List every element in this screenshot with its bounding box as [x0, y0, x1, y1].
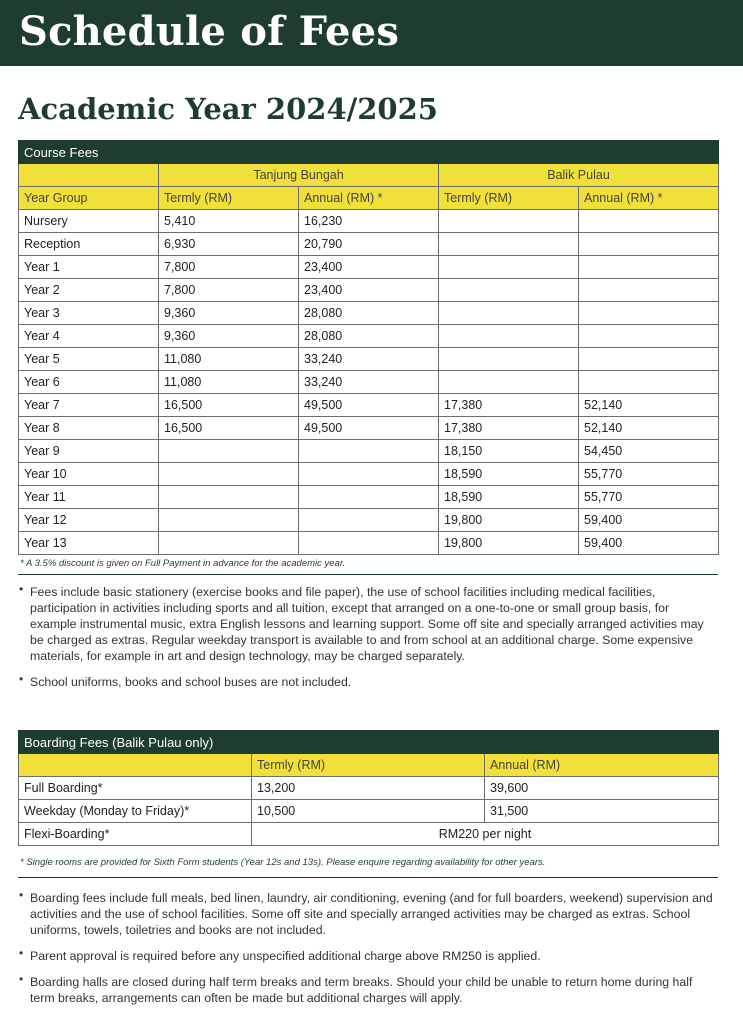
annual-tb-cell: 23,400: [299, 256, 439, 279]
campus-balik-pulau: Balik Pulau: [439, 164, 719, 187]
termly-bp-cell: 17,380: [439, 417, 579, 440]
boarding-fees-title-row: [19, 731, 719, 754]
annual-tb-cell: [299, 509, 439, 532]
annual-bp-cell: 55,770: [579, 486, 719, 509]
annual-bp-cell: 55,770: [579, 463, 719, 486]
termly-tb-cell: [159, 532, 299, 555]
boarding-header-row: [19, 754, 719, 777]
termly-tb-cell: 7,800: [159, 256, 299, 279]
note-text: Fees include basic stationery (exercise books and file paper), the use of school facilities including medical facilities, participation in activities including sports and all tuition, except that arranged on a one-to-one or small group basis, for example instrumental music, extra English lessons and learning support. Some off site and specially arranged activities may be charged as extras. Regular weekday transport is available to and from school at an additional charge. Some expensive materials, for example in art and design technology, may be charged separately.: [30, 585, 704, 663]
annual-bp-cell: 52,140: [579, 394, 719, 417]
note-text: Boarding halls are closed during half term breaks and term breaks. Should your child be unable to return home during half term breaks, arrangements can often be made but additional charges will apply.: [30, 975, 693, 1005]
campus-tanjung-bungah: Tanjung Bungah: [159, 164, 439, 187]
annual-bp-cell: 54,450: [579, 440, 719, 463]
table-row: [19, 210, 719, 233]
flexi-boarding-label: Flexi-Boarding*: [19, 823, 252, 846]
year-group-cell: Year 3: [19, 302, 159, 325]
table-row: [19, 486, 719, 509]
annual-tb-cell: 28,080: [299, 325, 439, 348]
boarding-fees-table: [18, 730, 719, 846]
boarding-annual-cell: 31,500: [485, 800, 719, 823]
annual-bp-cell: [579, 371, 719, 394]
termly-tb-cell: [159, 440, 299, 463]
column-header-row: [19, 187, 719, 210]
annual-tb-cell: [299, 532, 439, 555]
annual-tb-cell: [299, 463, 439, 486]
academic-year-title: Academic Year 2024/2025: [18, 92, 438, 126]
annual-bp-cell: [579, 348, 719, 371]
annual-tb-cell: 16,230: [299, 210, 439, 233]
annual-bp-cell: [579, 233, 719, 256]
year-group-cell: Reception: [19, 233, 159, 256]
year-group-cell: Year 8: [19, 417, 159, 440]
annual-bp-cell: 59,400: [579, 532, 719, 555]
annual-tb-cell: 23,400: [299, 279, 439, 302]
table-row: [19, 302, 719, 325]
annual-bp-cell: [579, 325, 719, 348]
annual-tb-cell: 28,080: [299, 302, 439, 325]
boarding-header-empty: [19, 754, 252, 777]
boarding-annual-cell: 39,600: [485, 777, 719, 800]
termly-tb-cell: 16,500: [159, 394, 299, 417]
termly-bp-cell: 17,380: [439, 394, 579, 417]
note-item: [18, 974, 718, 1006]
course-fees-divider: [18, 574, 718, 575]
page-title: Schedule of Fees: [19, 8, 400, 55]
table-row: [19, 371, 719, 394]
boarding-fees-notes: [18, 890, 718, 1016]
table-row: [19, 256, 719, 279]
annual-bp-cell: 52,140: [579, 417, 719, 440]
year-group-cell: Year 13: [19, 532, 159, 555]
note-text: Boarding fees include full meals, bed linen, laundry, air conditioning, evening (and for full boarders, weekend) supervision and activities and the use of school facilities. Some off site and specially arranged activities may be charged as extras. School uniforms, towels, toiletries and books are not included.: [30, 891, 713, 937]
termly-bp-cell: [439, 325, 579, 348]
boarding-fees-body: [19, 777, 719, 823]
table-row: [19, 777, 719, 800]
note-text: Parent approval is required before any unspecified additional charge above RM250 is applied.: [30, 949, 541, 963]
table-row: [19, 800, 719, 823]
header-banner: [0, 0, 743, 66]
year-group-cell: Year 12: [19, 509, 159, 532]
termly-bp-cell: [439, 279, 579, 302]
col-termly-tb: Termly (RM): [159, 187, 299, 210]
year-group-cell: Year 11: [19, 486, 159, 509]
annual-tb-cell: 33,240: [299, 348, 439, 371]
table-row: [19, 233, 719, 256]
boarding-fees-divider: [18, 877, 718, 878]
boarding-col-termly: Termly (RM): [252, 754, 485, 777]
bullet-icon: •: [19, 946, 24, 960]
table-row: [19, 532, 719, 555]
note-item: [18, 890, 718, 938]
termly-tb-cell: 7,800: [159, 279, 299, 302]
bullet-icon: •: [19, 972, 24, 986]
course-fees-table: [18, 140, 719, 555]
annual-bp-cell: [579, 256, 719, 279]
termly-bp-cell: [439, 210, 579, 233]
termly-tb-cell: [159, 463, 299, 486]
course-fees-footnote: * A 3.5% discount is given on Full Payment in advance for the academic year.: [20, 558, 346, 569]
termly-bp-cell: 19,800: [439, 532, 579, 555]
col-year-group: Year Group: [19, 187, 159, 210]
boarding-termly-cell: 10,500: [252, 800, 485, 823]
annual-bp-cell: [579, 302, 719, 325]
boarding-termly-cell: 13,200: [252, 777, 485, 800]
note-item: [18, 674, 718, 690]
boarding-col-annual: Annual (RM): [485, 754, 719, 777]
termly-tb-cell: 5,410: [159, 210, 299, 233]
col-termly-bp: Termly (RM): [439, 187, 579, 210]
termly-bp-cell: 19,800: [439, 509, 579, 532]
annual-tb-cell: 49,500: [299, 394, 439, 417]
annual-bp-cell: [579, 279, 719, 302]
table-row: [19, 440, 719, 463]
termly-bp-cell: [439, 348, 579, 371]
termly-bp-cell: 18,590: [439, 463, 579, 486]
boarding-type-cell: Full Boarding*: [19, 777, 252, 800]
year-group-cell: Year 2: [19, 279, 159, 302]
termly-tb-cell: 16,500: [159, 417, 299, 440]
termly-tb-cell: 11,080: [159, 371, 299, 394]
annual-tb-cell: 20,790: [299, 233, 439, 256]
termly-tb-cell: 6,930: [159, 233, 299, 256]
annual-tb-cell: 33,240: [299, 371, 439, 394]
termly-tb-cell: [159, 509, 299, 532]
col-annual-tb: Annual (RM) *: [299, 187, 439, 210]
termly-bp-cell: 18,150: [439, 440, 579, 463]
campus-header-empty: [19, 164, 159, 187]
year-group-cell: Year 5: [19, 348, 159, 371]
annual-tb-cell: [299, 440, 439, 463]
course-fees-body: [19, 210, 719, 555]
termly-bp-cell: 18,590: [439, 486, 579, 509]
flexi-boarding-value: RM220 per night: [252, 823, 719, 846]
year-group-cell: Year 4: [19, 325, 159, 348]
course-fees-title-row: [19, 141, 719, 164]
bullet-icon: •: [19, 582, 24, 596]
boarding-type-cell: Weekday (Monday to Friday)*: [19, 800, 252, 823]
table-row: [19, 509, 719, 532]
year-group-cell: Year 1: [19, 256, 159, 279]
table-row: [19, 394, 719, 417]
table-row: [19, 325, 719, 348]
year-group-cell: Nursery: [19, 210, 159, 233]
annual-tb-cell: 49,500: [299, 417, 439, 440]
termly-bp-cell: [439, 302, 579, 325]
boarding-fees-footnote: * Single rooms are provided for Sixth Form students (Year 12s and 13s). Please enquire regarding availability for other years.: [20, 857, 546, 868]
annual-bp-cell: 59,400: [579, 509, 719, 532]
bullet-icon: •: [19, 888, 24, 902]
table-row: [19, 417, 719, 440]
termly-tb-cell: [159, 486, 299, 509]
course-fees-notes: [18, 584, 718, 700]
termly-bp-cell: [439, 233, 579, 256]
termly-tb-cell: 9,360: [159, 302, 299, 325]
note-item: [18, 948, 718, 964]
col-annual-bp: Annual (RM) *: [579, 187, 719, 210]
year-group-cell: Year 10: [19, 463, 159, 486]
annual-bp-cell: [579, 210, 719, 233]
annual-tb-cell: [299, 486, 439, 509]
year-group-cell: Year 7: [19, 394, 159, 417]
termly-tb-cell: 11,080: [159, 348, 299, 371]
year-group-cell: Year 6: [19, 371, 159, 394]
termly-bp-cell: [439, 371, 579, 394]
termly-tb-cell: 9,360: [159, 325, 299, 348]
note-text: School uniforms, books and school buses are not included.: [30, 675, 352, 689]
boarding-fees-title: Boarding Fees (Balik Pulau only): [19, 731, 719, 754]
termly-bp-cell: [439, 256, 579, 279]
campus-header-row: [19, 164, 719, 187]
table-row: [19, 348, 719, 371]
note-item: [18, 584, 718, 664]
table-row: [19, 279, 719, 302]
year-group-cell: Year 9: [19, 440, 159, 463]
course-fees-title: Course Fees: [19, 141, 719, 164]
flexi-boarding-row: [19, 823, 719, 846]
bullet-icon: •: [19, 672, 24, 686]
table-row: [19, 463, 719, 486]
